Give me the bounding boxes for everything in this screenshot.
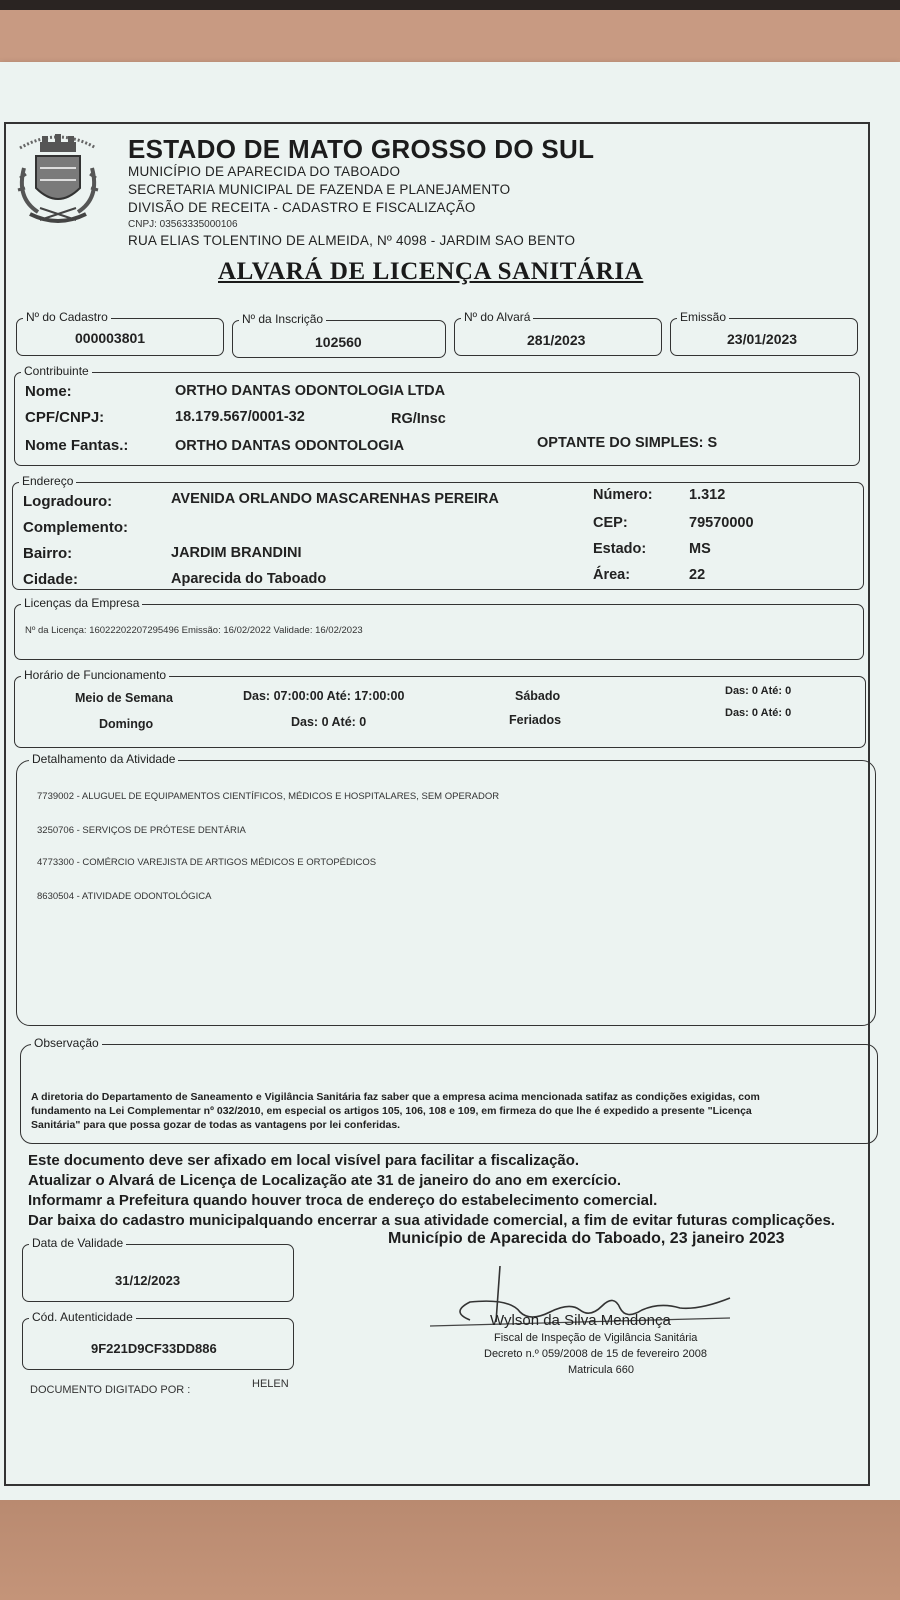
bairro-label: Bairro: [23,545,73,562]
atividades-box [16,752,876,1026]
emissao-label: Emissão [677,310,729,324]
feriados-value: Das: 0 Até: 0 [725,707,792,719]
area-label: Área: [593,567,631,583]
autenticidade-legend: Cód. Autenticidade [29,1310,136,1324]
table-surface [0,1500,900,1600]
autenticidade-box [22,1310,294,1370]
cadastro-value: 000003801 [75,330,146,346]
document-title: ALVARÁ DE LICENÇA SANITÁRIA [218,258,644,285]
state-heading: ESTADO DE MATO GROSSO DO SUL [128,134,595,164]
horario-legend: Horário de Funcionamento [21,668,169,682]
semana-value: Das: 07:00:00 Até: 17:00:00 [243,689,405,703]
division-heading: DIVISÃO DE RECEITA - CADASTRO E FISCALIZAÇÃO [128,200,476,215]
horario-box [14,668,866,748]
cadastro-box [16,310,224,356]
numero-label: Número: [593,487,653,503]
document-paper [0,62,900,1500]
atividades-legend: Detalhamento da Atividade [29,752,178,766]
atividade-item: 7739002 - ALUGUEL DE EQUIPAMENTOS CIENTÍFICOS, MÉDICOS E HOSPITALARES, SEM OPERADOR [37,791,500,802]
coat-of-arms-icon [10,128,106,232]
endereco-box [12,474,864,590]
secretariat-heading: SECRETARIA MUNICIPAL DE FAZENDA E PLANEJAMENTO [128,182,511,197]
observacao-line-3: Sanitária" para que possa gozar de todas as vantagens por lei conferidas. [31,1119,401,1131]
table-edge [0,0,900,10]
emissao-value: 23/01/2023 [727,331,798,347]
sabado-label: Sábado [515,689,561,703]
domingo-value: Das: 0 Até: 0 [291,715,367,729]
area-value: 22 [689,567,706,583]
autenticidade-value: 9F221D9CF33DD886 [91,1341,217,1356]
digitado-value: HELEN [252,1378,289,1390]
endereco-legend: Endereço [19,474,76,488]
cadastro-label: Nº do Cadastro [23,310,111,324]
validade-legend: Data de Validade [29,1236,126,1250]
observacao-line-1: A diretoria do Departamento de Saneamento e Vigilância Sanitária faz saber que a empresa acima mencionada satifaz as condições exigidas, com [31,1091,760,1103]
atividade-item: 3250706 - SERVIÇOS DE PRÓTESE DENTÁRIA [37,825,246,836]
cidade-label: Cidade: [23,571,79,588]
signature-scribble-icon [430,1262,750,1342]
logradouro-label: Logradouro: [23,493,113,510]
cnpj-heading: CNPJ: 03563335000106 [128,219,238,230]
notice-line: Este documento deve ser afixado em local visível para facilitar a fiscalização. [28,1152,580,1169]
contribuinte-box [14,364,860,466]
licencas-box [14,596,864,660]
feriados-label: Feriados [509,713,562,727]
address-heading: RUA ELIAS TOLENTINO DE ALMEIDA, Nº 4098 - JARDIM SAO BENTO [128,233,576,248]
alvara-label: Nº do Alvará [461,310,533,324]
alvara-box [454,310,662,356]
signatory-matricula: Matricula 660 [568,1364,635,1376]
logradouro-value: AVENIDA ORLANDO MASCARENHAS PEREIRA [171,491,499,507]
numero-value: 1.312 [689,487,726,503]
domingo-label: Domingo [99,717,154,731]
estado-value: MS [689,541,711,557]
rg-label: RG/Insc [391,411,446,427]
cidade-value: Aparecida do Taboado [171,571,327,587]
fantasia-label: Nome Fantas.: [25,437,129,454]
estado-label: Estado: [593,541,647,557]
inscricao-label: Nº da Inscrição [239,312,326,326]
bairro-value: JARDIM BRANDINI [171,545,302,561]
place-date: Município de Aparecida do Taboado, 23 janeiro 2023 [388,1230,785,1247]
licencas-legend: Licenças da Empresa [21,596,142,610]
alvara-value: 281/2023 [527,332,586,348]
nome-label: Nome: [25,383,72,400]
inscricao-box [232,312,446,358]
inscricao-value: 102560 [315,334,362,350]
nome-value: ORTHO DANTAS ODONTOLOGIA LTDA [175,383,446,399]
licenca-line: Nº da Licença: 16022202207295496 Emissão: 16/02/2022 Validade: 16/02/2023 [25,625,363,636]
observacao-box [20,1036,878,1144]
atividade-item: 8630504 - ATIVIDADE ODONTOLÓGICA [37,891,212,902]
observacao-legend: Observação [31,1036,102,1050]
fantasia-value: ORTHO DANTAS ODONTOLOGIA [175,438,405,454]
simples-status: OPTANTE DO SIMPLES: S [537,435,718,451]
validade-value: 31/12/2023 [115,1273,181,1288]
cep-label: CEP: [593,515,628,531]
cpf-value: 18.179.567/0001-32 [175,409,305,425]
sabado-value: Das: 0 Até: 0 [725,685,792,697]
notice-line: Dar baixa do cadastro municipalquando encerrar a sua atividade comercial, a fim de evitar futuras complicações. [28,1212,835,1229]
notice-line: Atualizar o Alvará de Licença de Localização ate 31 de janeiro do ano em exercício. [28,1172,622,1189]
observacao-line-2: fundamento na Lei Complementar nº 032/2010, em especial os artigos 105, 106, 108 e 109, em firmeza do que lhe é expedido a presente "Licença [31,1105,752,1117]
semana-label: Meio de Semana [75,691,173,705]
complemento-label: Complemento: [23,519,128,536]
cep-value: 79570000 [689,515,754,531]
signatory-decree: Decreto n.º 059/2008 de 15 de fevereiro 2008 [484,1348,707,1360]
atividade-item: 4773300 - COMÉRCIO VAREJISTA DE ARTIGOS MÉDICOS E ORTOPÉDICOS [37,857,377,868]
notice-line: Informamr a Prefeitura quando houver troca de endereço do estabelecimento comercial. [28,1192,658,1209]
municipality-heading: MUNICÍPIO DE APARECIDA DO TABOADO [128,164,401,179]
digitado-label: DOCUMENTO DIGITADO POR : [30,1384,191,1396]
cpf-label: CPF/CNPJ: [25,409,105,426]
signatory-name: Wylson da Silva Mendonça [490,1312,671,1329]
contribuinte-legend: Contribuinte [21,364,92,378]
signatory-role: Fiscal de Inspeção de Vigilância Sanitária [494,1332,698,1344]
validade-box [22,1236,294,1302]
emissao-box [670,310,858,356]
